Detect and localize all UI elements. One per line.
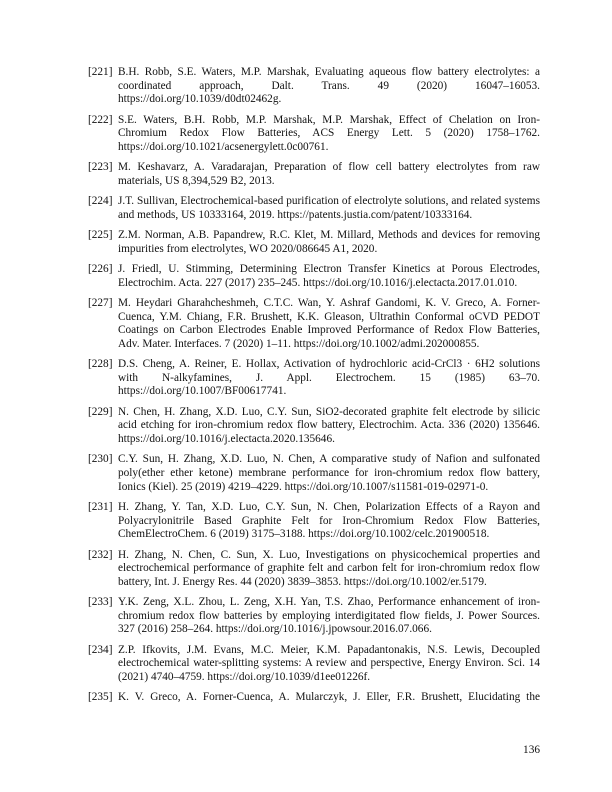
reference-number: [234] [88, 643, 113, 656]
reference-text: J.T. Sullivan, Electrochemical-based purification of electrolyte solutions, and related systems and methods, US 10333164, 2019. https://patents.justia.com/patent/10333164. [118, 195, 540, 221]
reference-entry [88, 691, 540, 705]
reference-number: [222] [88, 113, 113, 126]
reference-text: S.E. Waters, B.H. Robb, M.P. Marshak, M.P. Marshak, Effect of Chelation on Iron-Chromium Redox Flow Batteries, ACS Energy Lett. 5 (2020) 1758–1762. https://doi.org/10.1021/acsenergylett.0c00761. [118, 113, 540, 153]
reference-number: [223] [88, 161, 113, 174]
reference-entry [88, 644, 540, 685]
reference-number: [231] [88, 501, 113, 513]
reference-text: Z.M. Norman, A.B. Papandrew, R.C. Klet, M. Millard, Methods and devices for removing impurities from electrolytes, WO 2020/086645 A1, 2020. [118, 229, 540, 255]
reference-entry [88, 229, 540, 256]
reference-number: [233] [88, 596, 113, 609]
reference-entry [88, 358, 540, 399]
reference-text: Z.P. Ifkovits, J.M. Evans, M.C. Meier, K.M. Papadantonakis, N.S. Lewis, Decoupled electrochemical water-splitting systems: A review and perspective, Energy Environ. Sci. 14 (2021) 4740–4759. https://doi.org/10.1039/d1ee01226f. [118, 643, 540, 683]
reference-number: [224] [88, 195, 113, 208]
reference-number: [229] [88, 405, 113, 418]
reference-text: M. Heydari Gharahcheshmeh, C.T.C. Wan, Y. Ashraf Gandomi, K. V. Greco, A. Forner-Cuenca, Y.M. Chiang, F.R. Brushett, K.K. Gleason, Ultrathin Conformal oCVD PEDOT Coatings on Carbon Electrodes Enable Improved Performance of Redox Flow Batteries, Adv. Mater. Interfaces. 7 (2020) 1–11. https://doi.org/10.1002/admi.202000855. [118, 297, 540, 350]
reference-entry [88, 66, 540, 107]
reference-number: [230] [88, 453, 113, 466]
page-number: 136 [523, 744, 540, 756]
reference-number: [227] [88, 297, 113, 310]
reference-list [88, 66, 540, 712]
reference-entry [88, 195, 540, 222]
reference-number: [235] [88, 691, 113, 704]
reference-text: N. Chen, H. Zhang, X.D. Luo, C.Y. Sun, SiO2-decorated graphite felt electrode by silicic acid etching for iron-chromium redox flow battery, Electrochim. Acta. 336 (2020) 135646. https://doi.org/10.1016/j.electacta.2020.135646. [118, 405, 540, 446]
reference-entry [88, 549, 540, 590]
reference-number: [226] [88, 263, 113, 276]
reference-entry [88, 453, 540, 494]
reference-number: [228] [88, 358, 113, 371]
reference-text: H. Zhang, N. Chen, C. Sun, X. Luo, Investigations on physicochemical properties and electrochemical performance of graphite felt and carbon felt for iron-chromium redox flow battery, Int. J. Energy Res. 44 (2020) 3839–3853. https://doi.org/10.1002/er.5179. [118, 548, 540, 588]
reference-text: M. Keshavarz, A. Varadarajan, Preparation of flow cell battery electrolytes from raw materials, US 8,394,529 B2, 2013. [118, 161, 540, 187]
reference-text: J. Friedl, U. Stimming, Determining Electron Transfer Kinetics at Porous Electrodes, Electrochim. Acta. 227 (2017) 235–245. https://doi.org/10.1016/j.electacta.2017.01.010. [118, 263, 540, 289]
reference-entry [88, 297, 540, 351]
reference-text: Y.K. Zeng, X.L. Zhou, L. Zeng, X.H. Yan, T.S. Zhao, Performance enhancement of iron-chromium redox flow batteries by employing interdigitated flow fields, J. Power Sources. 327 (2016) 258–264. https://doi.org/10.1016/j.jpowsour.2016.07.066. [118, 596, 540, 636]
reference-number: [221] [88, 66, 113, 78]
reference-entry [88, 263, 540, 290]
reference-entry [88, 406, 540, 447]
reference-text: K. V. Greco, A. Forner-Cuenca, A. Mularczyk, J. Eller, F.R. Brushett, Elucidating the [118, 691, 540, 704]
reference-text: B.H. Robb, S.E. Waters, M.P. Marshak, Evaluating aqueous flow battery electrolytes: a coordinated approach, Dalt. Trans. 49 (2020) 16047–16053. https://doi.org/10.1039/d0dt02462g. [118, 66, 540, 106]
reference-number: [232] [88, 548, 113, 561]
reference-entry [88, 114, 540, 155]
reference-number: [225] [88, 229, 113, 242]
reference-entry [88, 161, 540, 188]
reference-entry [88, 596, 540, 637]
reference-text: D.S. Cheng, A. Reiner, E. Hollax, Activation of hydrochloric acid-CrCl3 · 6H2 solutions with N-alkyfamines, J. Appl. Electrochem. 15 (1985) 63–70. https://doi.org/10.1007/BF00617741. [118, 358, 540, 398]
reference-entry [88, 501, 540, 542]
reference-text: H. Zhang, Y. Tan, X.D. Luo, C.Y. Sun, N. Chen, Polarization Effects of a Rayon and Polyacrylonitrile Based Graphite Felt for Iron-Chromium Redox Flow Batteries, ChemElectroChem. 6 (2019) 3175–3188. https://doi.org/10.1002/celc.201900518. [118, 501, 540, 541]
reference-text: C.Y. Sun, H. Zhang, X.D. Luo, N. Chen, A comparative study of Nafion and sulfonated poly(ether ether ketone) membrane performance for iron-chromium redox flow battery, Ionics (Kiel). 25 (2019) 4219–4229. https://doi.org/10.1007/s11581-019-02971-0. [118, 453, 540, 493]
